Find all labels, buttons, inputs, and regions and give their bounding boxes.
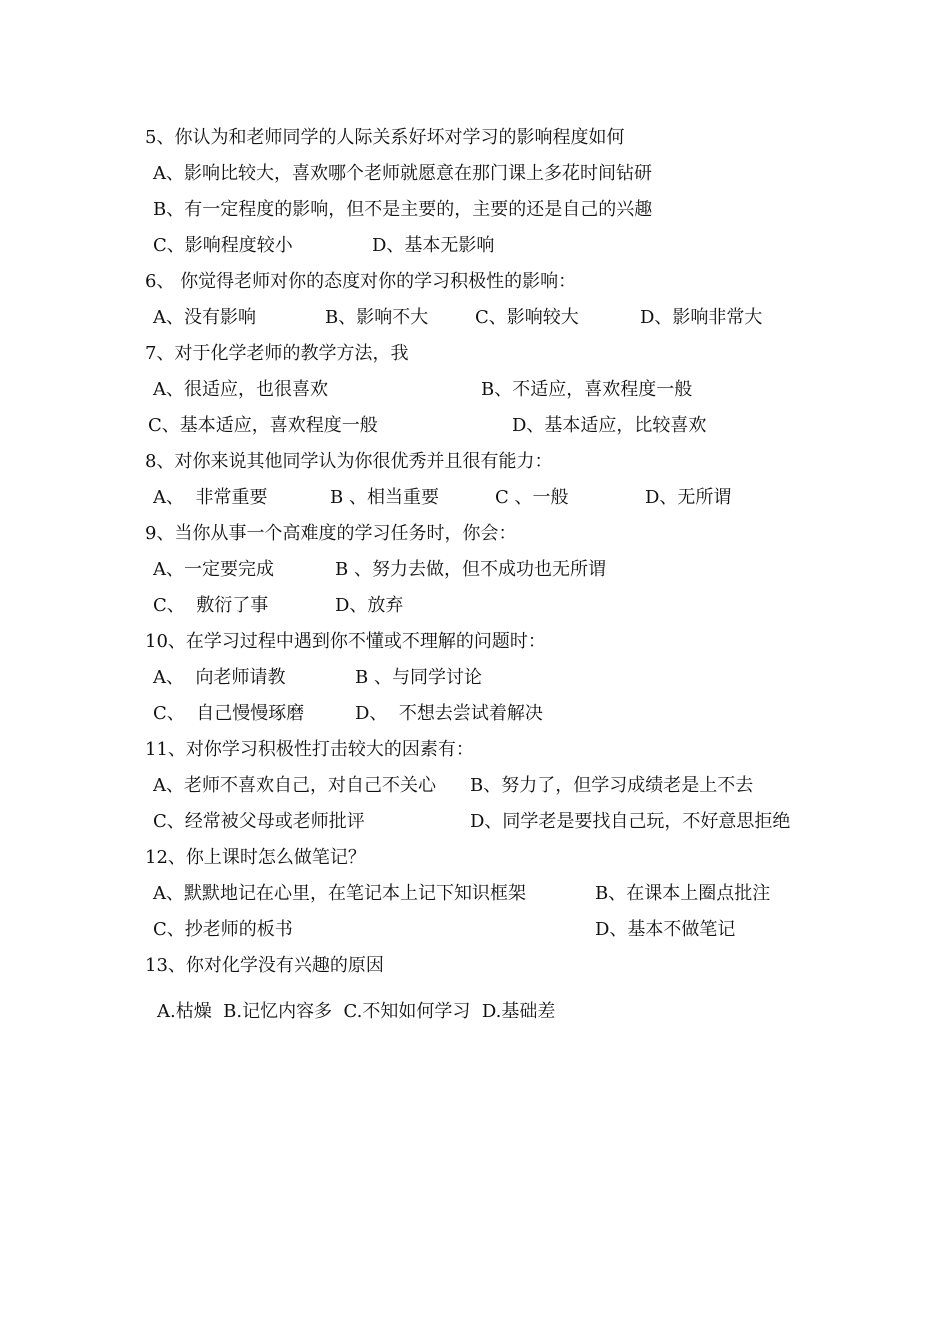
question-6: 6、 你觉得老师对你的态度对你的学习积极性的影响： [145, 271, 577, 292]
question-7: 7、对于化学老师的教学方法，我 [145, 343, 409, 364]
q9-option-c: C、 敷衍了事 [153, 595, 269, 616]
q8-option-b: B 、相当重要 [330, 487, 439, 508]
q10-option-c: C、 自己慢慢琢磨 [153, 703, 305, 724]
question-5: 5、你认为和老师同学的人际关系好坏对学习的影响程度如何 [145, 127, 625, 148]
q10-option-b: B 、与同学讨论 [355, 667, 482, 688]
question-12: 12、你上课时怎么做笔记？ [145, 847, 366, 868]
q11-option-d: D、同学老是要找自己玩，不好意思拒绝 [470, 811, 791, 832]
q9-option-d: D、放弃 [335, 595, 404, 616]
q7-option-d: D、基本适应，比较喜欢 [512, 415, 707, 436]
q9-option-b: B 、努力去做，但不成功也无所谓 [335, 559, 606, 580]
q11-option-a: A、老师不喜欢自己，对自己不关心 [153, 775, 436, 796]
q6-option-d: D、影响非常大 [640, 307, 763, 328]
q11-option-c: C、经常被父母或老师批评 [153, 811, 365, 832]
q12-option-c: C、抄老师的板书 [153, 919, 293, 940]
q5-option-b: B、有一定程度的影响，但不是主要的，主要的还是自己的兴趣 [153, 199, 653, 220]
q9-option-a: A、一定要完成 [153, 559, 274, 580]
q7-option-c: C、基本适应，喜欢程度一般 [148, 415, 378, 436]
q7-option-a: A、很适应，也很喜欢 [153, 379, 328, 400]
question-9: 9、当你从事一个高难度的学习任务时，你会： [145, 523, 517, 544]
q5-option-c: C、影响程度较小 [153, 235, 293, 256]
question-13: 13、你对化学没有兴趣的原因 [145, 955, 384, 976]
question-10: 10、在学习过程中遇到你不懂或不理解的问题时： [145, 631, 546, 652]
q12-option-d: D、基本不做笔记 [595, 919, 736, 940]
q8-option-c: C 、一般 [495, 487, 569, 508]
q10-option-d: D、 不想去尝试着解决 [355, 703, 543, 724]
q8-option-a: A、 非常重要 [153, 487, 268, 508]
q11-option-b: B、努力了，但学习成绩老是上不去 [470, 775, 754, 796]
q12-option-b: B、在课本上圈点批注 [595, 883, 771, 904]
q5-option-d: D、基本无影响 [372, 235, 495, 256]
q6-option-c: C、影响较大 [475, 307, 579, 328]
q10-option-a: A、 向老师请教 [153, 667, 286, 688]
q12-option-a: A、默默地记在心里，在笔记本上记下知识框架 [153, 883, 526, 904]
question-11: 11、对你学习积极性打击较大的因素有： [145, 739, 474, 760]
q7-option-b: B、不适应，喜欢程度一般 [481, 379, 693, 400]
q8-option-d: D、无所谓 [645, 487, 732, 508]
q13-options: A.枯燥 B.记忆内容多 C.不知如何学习 D.基础差 [157, 1001, 556, 1022]
q5-option-a: A、影响比较大，喜欢哪个老师就愿意在那门课上多花时间钻研 [153, 163, 652, 184]
q6-option-a: A、没有影响 [153, 307, 256, 328]
q6-option-b: B、影响不大 [325, 307, 429, 328]
question-8: 8、对你来说其他同学认为你很优秀并且很有能力： [145, 451, 553, 472]
